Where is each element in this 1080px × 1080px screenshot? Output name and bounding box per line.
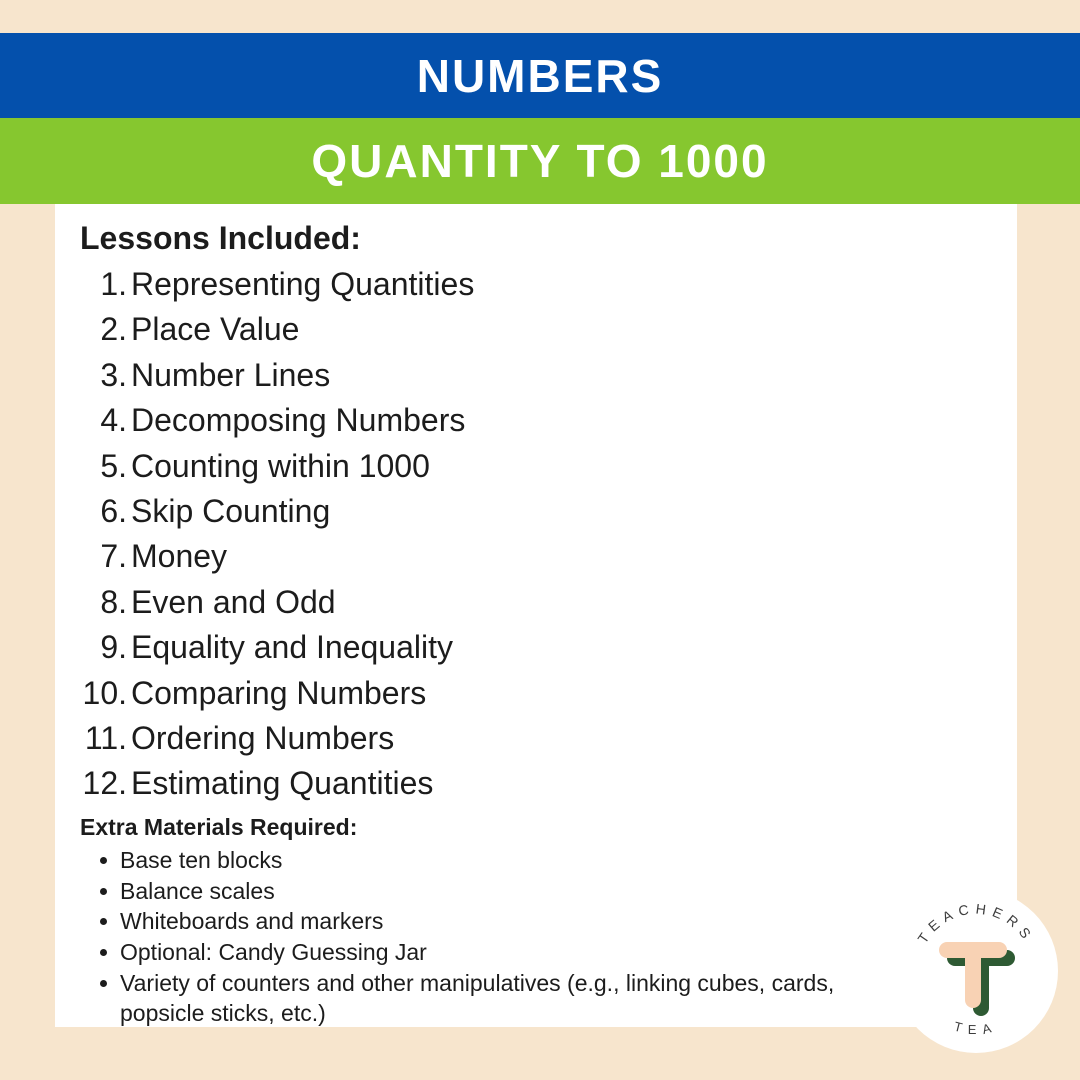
lesson-title: Counting within 1000 [131, 447, 430, 484]
lesson-number: 3. [100, 356, 127, 393]
lesson-title: Comparing Numbers [131, 674, 427, 711]
lesson-title: Representing Quantities [131, 266, 475, 302]
lesson-title: Skip Counting [131, 493, 331, 530]
lesson-number: 4. [100, 402, 127, 439]
lesson-item [55, 262, 1017, 307]
lesson-title: Number Lines [131, 356, 331, 393]
lesson-item [55, 353, 1017, 398]
lesson-title: Equality and Inequality [131, 629, 453, 666]
lessons-list [55, 262, 1017, 807]
lesson-item [55, 444, 1017, 489]
logo-arc-text-bottom: TEA [952, 1018, 1000, 1038]
lesson-item [55, 671, 1017, 716]
lesson-number: 2. [100, 311, 127, 348]
lesson-item [55, 625, 1017, 670]
material-item: Variety of counters and other manipulatives (e.g., linking cubes, cards, popsicle sticks, etc.) [55, 968, 897, 1029]
category-banner-label: NUMBERS [416, 49, 664, 102]
topic-banner-label: QUANTITY TO 1000 [311, 135, 769, 187]
lesson-number: 5. [100, 447, 127, 484]
category-banner [0, 33, 1080, 118]
lesson-number: 9. [100, 629, 127, 666]
lesson-title: Estimating Quantities [131, 765, 434, 802]
lesson-item [55, 489, 1017, 534]
material-item: Whiteboards and markers [55, 906, 897, 937]
lesson-title: Money [131, 538, 228, 575]
lesson-title: Decomposing Numbers [131, 402, 466, 439]
lesson-number: 8. [100, 583, 127, 620]
logo-arc-text-top: TEACHERS [914, 900, 1038, 947]
lesson-number: 7. [100, 538, 127, 575]
lesson-number: 10. [82, 674, 127, 711]
lesson-title: Place Value [131, 311, 300, 348]
lesson-number: 11. [84, 720, 127, 757]
lesson-item [55, 716, 1017, 761]
material-item: Balance scales [55, 876, 897, 907]
teachers-tea-logo [893, 888, 1059, 1054]
lesson-title: Ordering Numbers [131, 720, 395, 757]
lesson-item [55, 398, 1017, 443]
lessons-heading: Lessons Included: [80, 220, 361, 256]
lesson-number: 6. [100, 493, 127, 530]
material-item: Base ten blocks [55, 845, 897, 876]
lesson-item [55, 580, 1017, 625]
materials-list [55, 845, 1017, 1029]
material-item: Optional: Candy Guessing Jar [55, 937, 897, 968]
materials-heading: Extra Materials Required: [80, 813, 358, 840]
topic-banner [0, 118, 1080, 204]
lesson-number: 1. [100, 266, 127, 302]
lesson-item [55, 534, 1017, 579]
lesson-number: 12. [82, 765, 127, 802]
lesson-item [55, 761, 1017, 806]
content-panel [55, 204, 1017, 1027]
lesson-item [55, 307, 1017, 352]
lesson-title: Even and Odd [131, 583, 336, 620]
